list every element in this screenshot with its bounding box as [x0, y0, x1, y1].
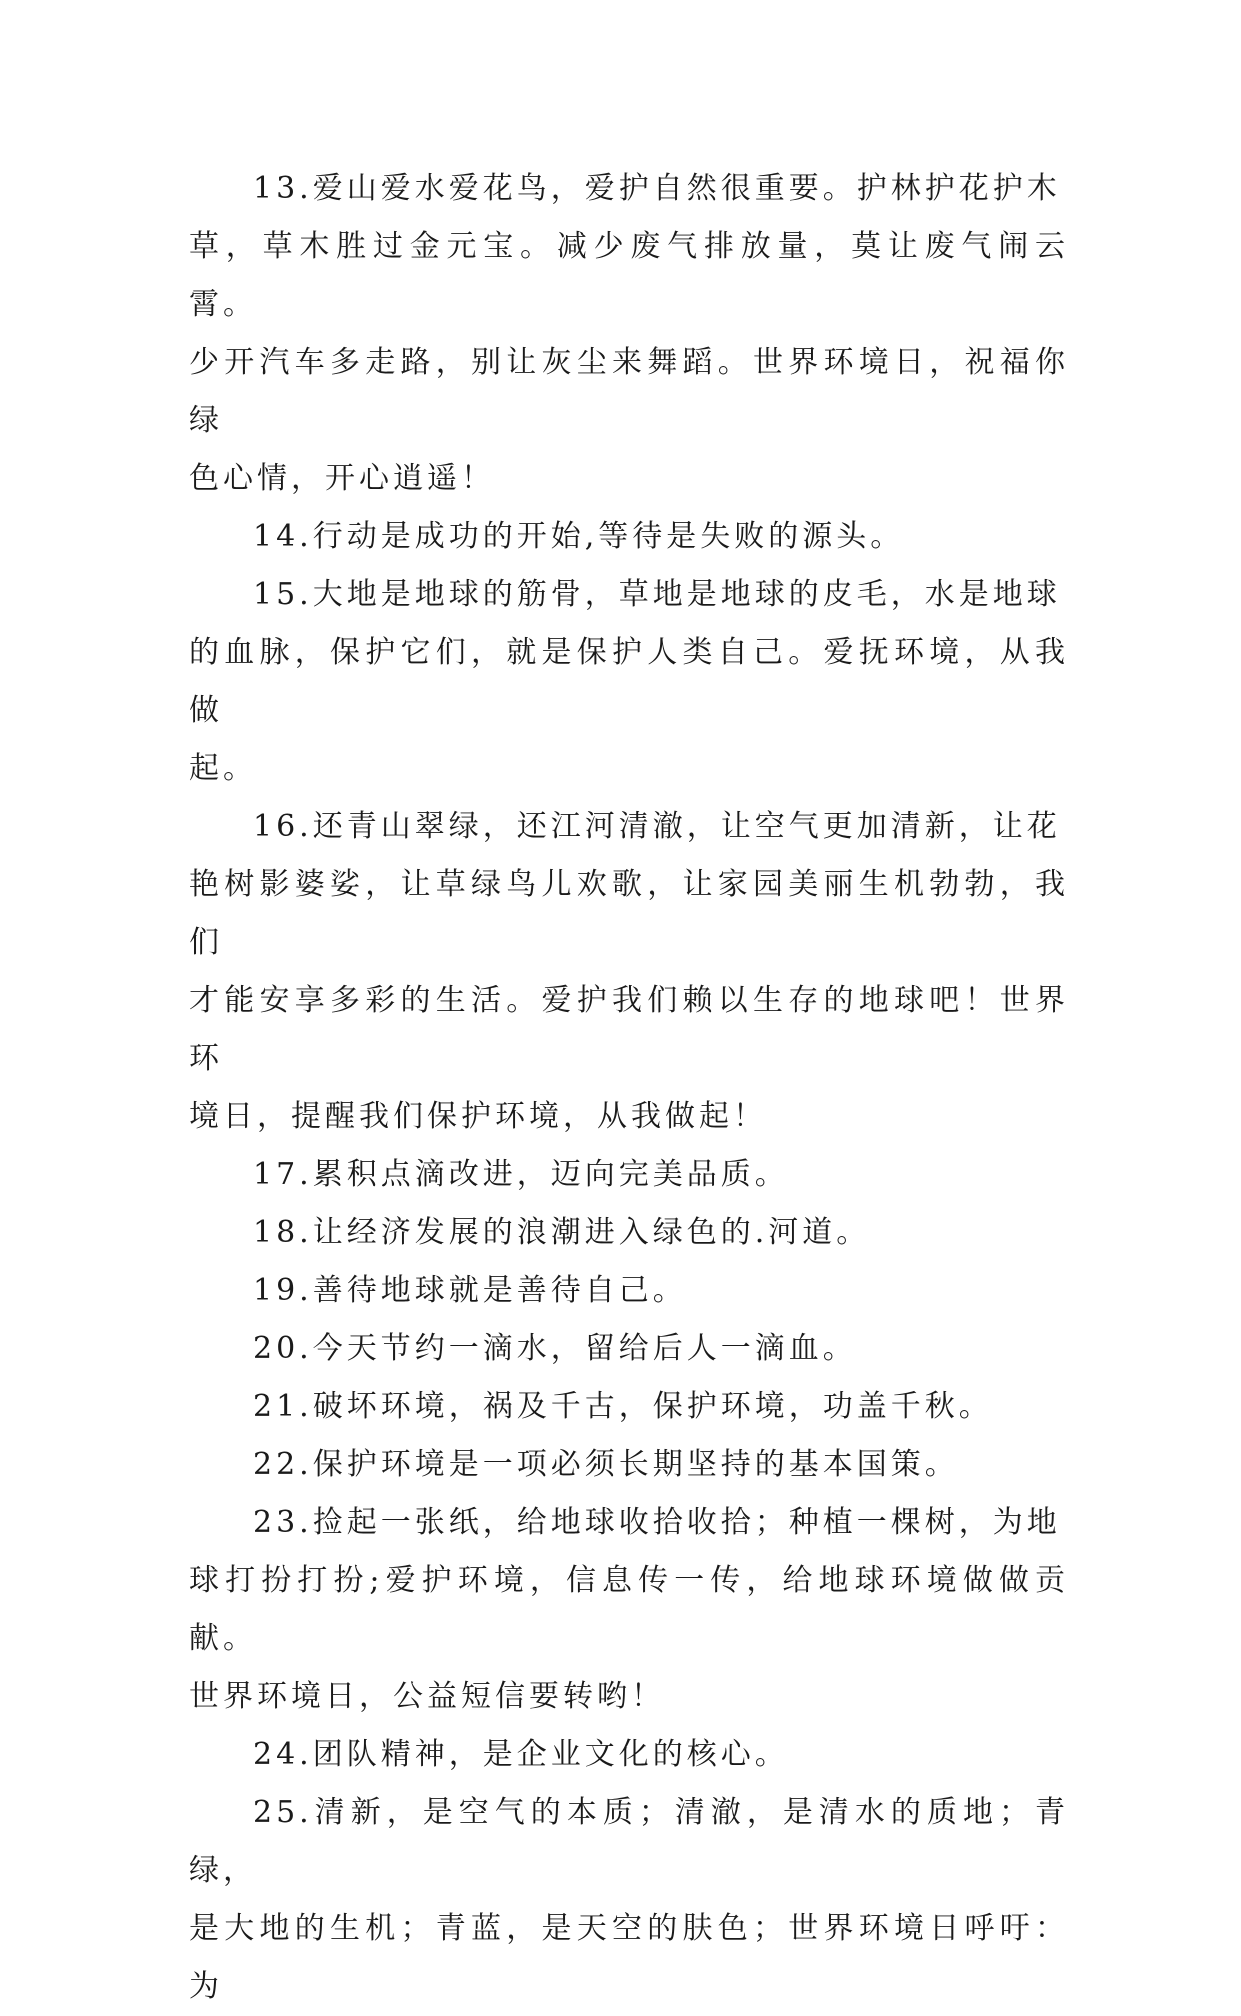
- paragraph-13: 13.爱山爱水爱花鸟，爱护自然很重要。护林护花护木 草，草木胜过金元宝。减少废气排放量，莫让废气闹云霄。 少开汽车多走路，别让灰尘来舞蹈。世界环境日，祝福你绿 色心情，开心逍遥！: [189, 171, 1069, 496]
- paragraph-14: 14.行动是成功的开始,等待是失败的源头。: [253, 519, 905, 554]
- paragraph-25: 25.清新，是空气的本质；清澈，是清水的质地；青绿， 是大地的生机；青蓝，是天空的肤色；世界环境日呼吁：为: [189, 1795, 1069, 2004]
- paragraph-15: 15.大地是地球的筋骨，草地是地球的皮毛，水是地球 的血脉，保护它们，就是保护人类自己。爱抚环境，从我做 起。: [189, 577, 1069, 786]
- paragraph-20: 20.今天节约一滴水，留给后人一滴血。: [253, 1331, 857, 1366]
- document-body: [189, 160, 1069, 2016]
- paragraph-23: 23.捡起一张纸，给地球收拾收拾；种植一棵树，为地 球打扮打扮;爱护环境，信息传一传，给地球环境做做贡献。 世界环境日，公益短信要转哟！: [189, 1505, 1069, 1714]
- paragraph-17: 17.累积点滴改进，迈向完美品质。: [253, 1157, 789, 1192]
- paragraph-24: 24.团队精神，是企业文化的核心。: [253, 1737, 789, 1772]
- paragraph-18: 18.让经济发展的浪潮进入绿色的.河道。: [253, 1215, 871, 1250]
- paragraph-16: 16.还青山翠绿，还江河清澈，让空气更加清新，让花 艳树影婆娑，让草绿鸟儿欢歌，让家园美丽生机勃勃，我们 才能安享多彩的生活。爱护我们赖以生存的地球吧！世界环 境日，提醒我们保护环境，从我做起！: [189, 809, 1069, 1134]
- paragraph-21: 21.破坏环境，祸及千古，保护环境，功盖千秋。: [253, 1389, 993, 1424]
- paragraph-19: 19.善待地球就是善待自己。: [253, 1273, 687, 1308]
- paragraph-22: 22.保护环境是一项必须长期坚持的基本国策。: [253, 1447, 959, 1482]
